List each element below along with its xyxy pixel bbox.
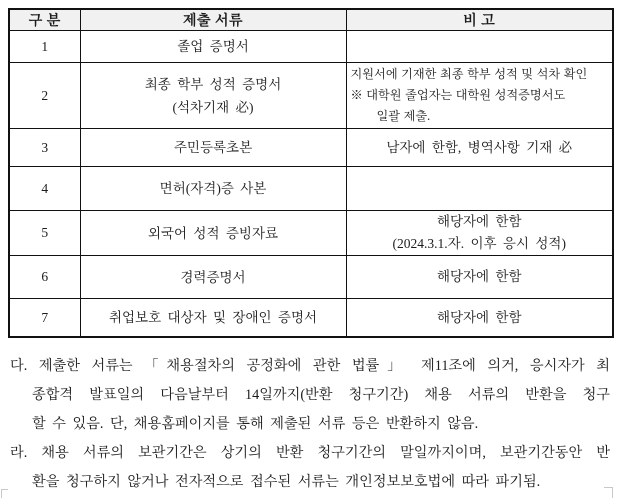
row-number-cell: 5 (9, 211, 80, 256)
table-row (9, 256, 613, 299)
table-row (9, 129, 613, 167)
remark-cell (346, 167, 613, 211)
note-line-text: 채용 서류의 보관기간은 상기의 반환 청구기간의 말일까지이며, 보관기간동안 반 (41, 445, 610, 461)
cell-text-line: 일괄 제출. (376, 109, 431, 123)
table-row (9, 167, 613, 211)
document-name-cell (80, 256, 346, 299)
row-number-cell: 6 (9, 256, 80, 299)
note-line-text: 제출한 서류는 「채용절차의 공정화에 관한 법률」 제11조에 의거, 응시자가 최 (38, 358, 610, 374)
note-paragraph (10, 439, 610, 497)
document-name-cell (80, 167, 346, 211)
note-label: 라. (10, 445, 28, 461)
notes-section (10, 352, 610, 497)
note-line (10, 439, 610, 468)
document-name-cell (80, 129, 346, 167)
cell-text-line: 주민등록초본 (173, 140, 253, 155)
cell-text-line: 취업보호 대상자 및 장애인 증명서 (108, 310, 318, 325)
header-category: 구 분 (9, 9, 80, 31)
row-number-cell: 1 (9, 31, 80, 63)
table-row (9, 63, 613, 129)
cell-text-line: 외국어 성적 증빙자료 (147, 225, 279, 241)
note-line: 할 수 있음. 단, 채용홈페이지를 통해 제출된 서류 등은 반환하지 않음. (32, 416, 479, 432)
cell-text-line: 최종 학부 성적 증명서 (144, 76, 282, 92)
header-remarks: 비 고 (346, 9, 613, 31)
cell-text-line: 해당자에 한함 (436, 269, 522, 284)
cell-text-line: 지원서에 기재한 최종 학부 성적 및 석차 확인 (350, 67, 588, 81)
note-label: 다. (10, 358, 28, 374)
document-name-cell (80, 299, 346, 338)
table-row (9, 31, 613, 63)
note-line: 종합격 발표일의 다음날부터 14일까지(반환 청구기간) 채용 서류의 반환을 청구 (32, 387, 610, 403)
remark-cell (346, 63, 613, 129)
remark-cell (346, 129, 613, 167)
remark-cell (346, 211, 613, 256)
submission-documents-table (8, 8, 614, 338)
remark-cell (346, 299, 613, 338)
header-documents: 제출 서류 (80, 9, 346, 31)
cell-text-line: 해당자에 한함 (436, 309, 522, 325)
cell-text-line: 남자에 한함, 병역사항 기재 必 (386, 139, 573, 155)
table-row (9, 299, 613, 338)
document-name-cell (80, 31, 346, 63)
cell-text-line: 해당자에 한함 (436, 214, 522, 229)
note-line: 환을 청구하지 않거나 전자적으로 접수된 서류는 개인정보보호법에 따라 파기됨. (32, 474, 541, 490)
cell-text-line: (석차기재 必) (172, 99, 254, 115)
note-paragraph (10, 352, 610, 439)
cell-text-line: ※ 대학원 졸업자는 대학원 성적증명서도 (350, 88, 566, 102)
document-name-cell (80, 63, 346, 129)
row-number-cell: 7 (9, 299, 80, 338)
remark-cell (346, 31, 613, 63)
row-number-cell: 4 (9, 167, 80, 211)
cell-text-line: (2024.3.1.자. 이후 응시 성적) (392, 236, 566, 251)
document-name-cell (80, 211, 346, 256)
cell-text-line: 경력증명서 (180, 269, 246, 285)
table-header-row (9, 9, 613, 31)
table-row (9, 211, 613, 256)
note-line (10, 352, 610, 381)
remark-cell (346, 256, 613, 299)
cell-text-line: 졸업 증명서 (177, 39, 249, 54)
row-number-cell: 3 (9, 129, 80, 167)
row-number-cell: 2 (9, 63, 80, 129)
cell-text-line: 면허(자격)증 사본 (159, 181, 267, 196)
